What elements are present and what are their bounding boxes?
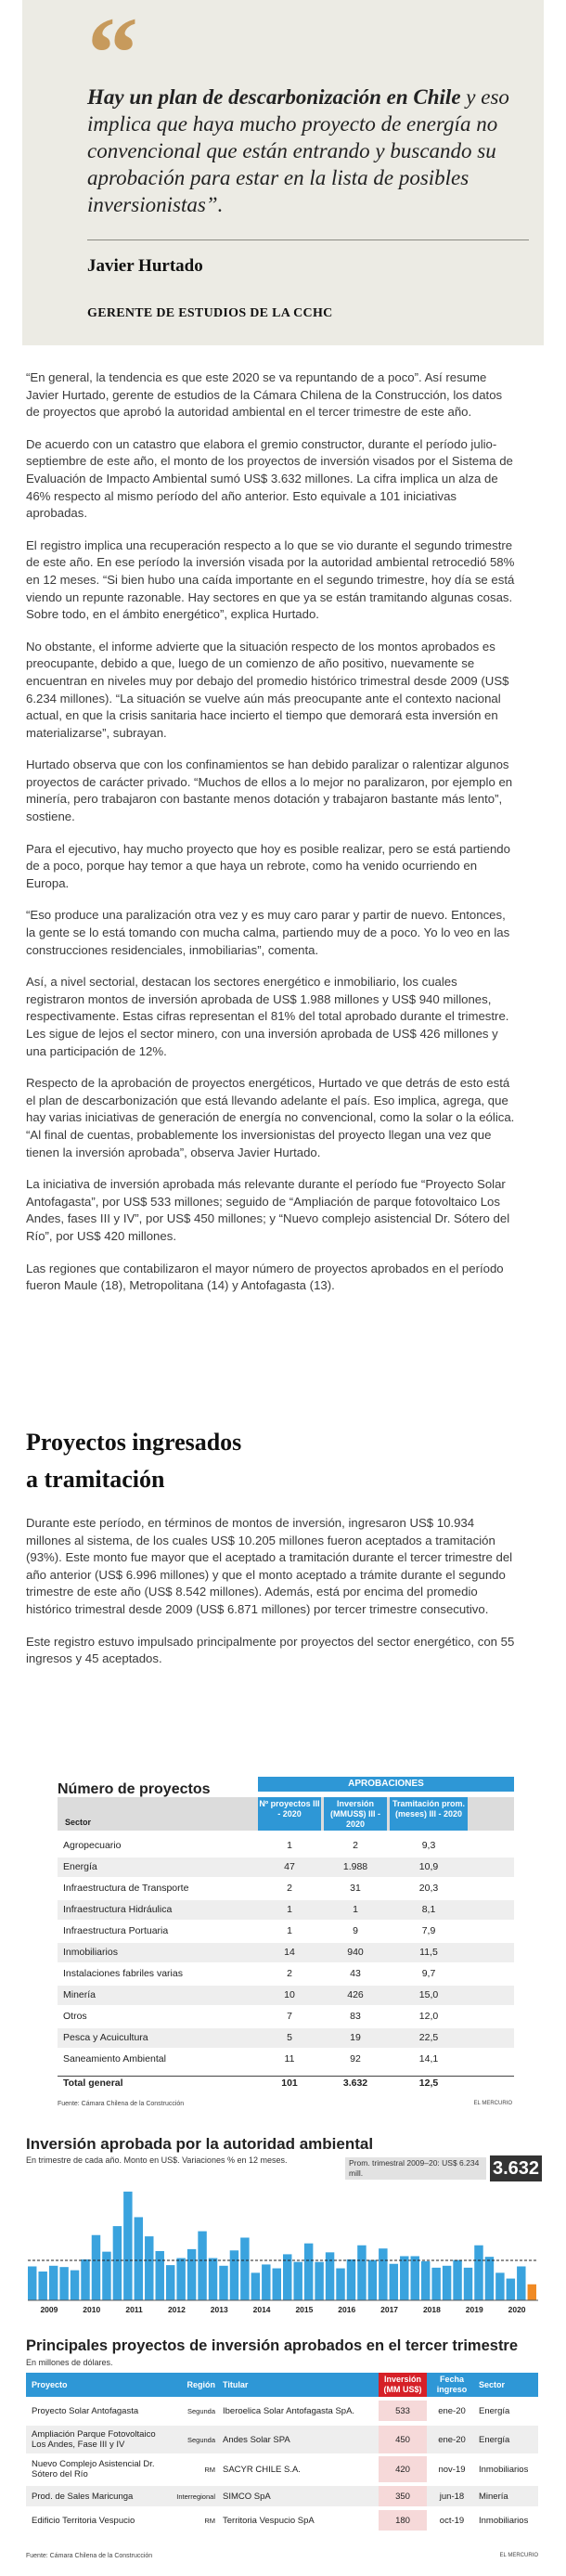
article-paragraph: Este registro estuvo impulsado principalmente por proyectos del sector energético, con 55 ingresos y 45 aceptados.: [26, 1634, 515, 1666]
year-label: 2017: [380, 2305, 399, 2314]
bar-1: [38, 2272, 46, 2300]
bar-15: [187, 2249, 196, 2300]
cell-projects: 47: [284, 1861, 295, 1872]
quote-author: Javier Hurtado: [87, 256, 203, 276]
bar-18: [219, 2266, 227, 2300]
cell-sector: Energía: [479, 2434, 510, 2445]
cell-date: ene-20: [438, 2405, 466, 2416]
year-label: 2012: [167, 2305, 186, 2314]
quote-divider: [87, 239, 529, 240]
cell-investment: 9: [353, 1925, 358, 1936]
cell-sector: Minería: [63, 1989, 96, 2000]
cell-projects: 2: [287, 1968, 292, 1979]
bar-36: [411, 2256, 419, 2300]
chart-title: Inversión aprobada por la autoridad ambiental: [26, 2135, 374, 2153]
year-label: 2010: [83, 2305, 101, 2314]
cell-date: oct-19: [439, 2515, 465, 2526]
cell-processing: 22,5: [418, 2032, 439, 2043]
cell-investment: 426: [347, 1989, 364, 2000]
cell-investment: 940: [347, 1947, 364, 1958]
header-region: Región: [187, 2379, 215, 2389]
cell-sector: Energía: [63, 1861, 97, 1872]
bar-40: [453, 2260, 461, 2300]
bar-43: [485, 2257, 494, 2300]
projects-table-header: [26, 2373, 538, 2397]
cell-projects: 14: [284, 1947, 295, 1958]
cell-investment: 350: [379, 2486, 427, 2506]
quote-mark-icon: “: [87, 0, 138, 110]
header-projects: Nº proyectos III - 2020: [258, 1797, 321, 1831]
cell-investment: 533: [379, 2401, 427, 2421]
cell-processing: 9,3: [421, 1840, 436, 1851]
year-label: 2019: [465, 2305, 483, 2314]
bar-20: [240, 2237, 249, 2300]
cell-sector: Otros: [63, 2011, 87, 2022]
bar-12: [156, 2251, 164, 2300]
project-row: [26, 2426, 538, 2453]
cell-date: ene-20: [438, 2434, 466, 2445]
header-project: Proyecto: [32, 2379, 68, 2389]
table-row: [58, 1858, 514, 1877]
cell-sector: Minería: [479, 2491, 508, 2502]
bar-4: [71, 2271, 79, 2300]
bar-28: [326, 2252, 334, 2300]
article-paragraph: El registro implica una recuperación respecto a lo que se vio durante el segundo trimestre de este año. En ese período la inversión visada por la autoridad ambiental retrocedió 58% en 12 meses. “Si bien hubo una caída importante en el segundo trimestre, hoy día se está viendo un repunte razonable. Hay sectores en que ya se están tramitando algunas cosas. Sobre todo, en el ámbito energético”, explica Hurtado.: [26, 537, 515, 622]
article-body: [26, 369, 518, 1310]
bar-6: [92, 2235, 100, 2300]
chart-subtitle: En trimestre de cada año. Monto en US$. Variaciones % en 12 meses.: [26, 2155, 288, 2165]
cell-processing: 10,9: [418, 1861, 439, 1872]
bar-38: [431, 2268, 440, 2300]
bar-5: [81, 2259, 89, 2300]
bar-2: [49, 2266, 58, 2300]
cell-sector: Infraestructura de Transporte: [63, 1883, 189, 1894]
bar-29: [336, 2269, 344, 2300]
header-sector: Sector: [65, 1818, 92, 1827]
bar-14: [176, 2259, 185, 2300]
cell-sector: Inmobiliarios: [479, 2515, 529, 2526]
bar-22: [262, 2264, 270, 2300]
bar-16: [198, 2232, 206, 2300]
cell-processing: 12,0: [418, 2011, 439, 2022]
header-sector2: Sector: [479, 2379, 506, 2389]
table-brand: EL MERCURIO: [473, 2101, 512, 2106]
bar-31: [357, 2246, 366, 2300]
table-source: Fuente: Cámara Chilena de la Construcción: [58, 2101, 185, 2107]
cell-region: Segunda: [187, 2406, 215, 2415]
cell-processing: 8,1: [421, 1904, 436, 1915]
table-row: [58, 1943, 514, 1962]
cell-projects: 7: [287, 2011, 292, 2022]
cell-processing: 14,1: [418, 2053, 439, 2065]
bar-35: [400, 2256, 408, 2300]
year-label: 2011: [125, 2305, 143, 2314]
cell-investment: 420: [379, 2456, 427, 2482]
table-total-row: [58, 2076, 514, 2091]
quote-role: GERENTE DE ESTUDIOS DE LA CCHC: [87, 306, 333, 320]
investment-chart-figure: [22, 2135, 544, 2325]
article-paragraph: Durante este período, en términos de montos de inversión, ingresaron US$ 10.934 millones al sistema, de los cuales US$ 10.205 millones fueron aceptados a tramitación (93%). Este monto fue mayor que el aceptado a tramitación durante el tercer trimestre del año anterior (US$ 6.996 millones) y que el monto aceptado a trámite durante el segundo trimestre de este año (US$ 8.542 millones). Además, está por encima del promedio histórico trimestral desde 2009 (US$ 6.871 millones) por tercer trimestre consecutivo.: [26, 1516, 513, 1616]
cell-project: Edificio Territoria Vespucio: [32, 2515, 135, 2526]
cell-holder: Iberoelica Solar Antofagasta SpA.: [223, 2405, 355, 2416]
project-row: [26, 2401, 538, 2421]
bar-44: [495, 2272, 504, 2300]
cell-investment: 83: [350, 2011, 361, 2022]
cell-investment: 31: [350, 1883, 361, 1894]
projects-source: Fuente: Cámara Chilena de la Construcción: [26, 2553, 153, 2559]
cell-investment: 19: [350, 2032, 361, 2043]
cell-projects: 2: [287, 1883, 292, 1894]
table-row: [58, 2007, 514, 2026]
cell-projects: 1: [287, 1840, 292, 1851]
quote-text: [87, 84, 533, 218]
cell-date: jun-18: [439, 2491, 465, 2502]
article-paragraph: No obstante, el informe advierte que la situación respecto de los montos aprobados es preocupante, debido a que, luego de un comienzo de año positivo, nuevamente se encuentran en niveles muy por debajo del promedio histórico trimestral desde 2009 (US$ 6.234 millones). “La situación se vuelve aún más preocupante ante el contexto nacional actual, en que la crisis sanitaria hace incierto el tiempo que demorará esta inversión en materializarse”, subrayan.: [26, 639, 509, 740]
projects-table-title: Principales proyectos de inversión aprobados en el tercer trimestre: [26, 2337, 519, 2354]
article-paragraph: “Eso produce una paralización otra vez y es muy caro parar y partir de nuevo. Entonces, la gente se lo está tomando con mucha calma, partiendo muy de a poco. Yo lo veo en las construcciones residenciales, inmobiliarias”, comenta.: [26, 908, 510, 957]
total-projects: 101: [281, 2078, 298, 2089]
cell-processing: 7,9: [421, 1925, 436, 1936]
approvals-header: APROBACIONES: [258, 1777, 514, 1792]
article-paragraph: Para el ejecutivo, hay mucho proyecto que hoy es posible realizar, pero se está partiendo de a poco, porque hay temor a que haya un rebrote, como ha venido ocurriendo en Europa.: [26, 841, 510, 890]
bar-25: [293, 2262, 302, 2300]
bar-3: [59, 2267, 68, 2300]
table-row: [58, 1900, 514, 1920]
bar-9: [123, 2192, 132, 2300]
cell-projects: 11: [284, 2053, 295, 2065]
cell-sector: Pesca y Acuicultura: [63, 2032, 148, 2043]
cell-sector: Saneamiento Ambiental: [63, 2053, 166, 2065]
article-paragraph: De acuerdo con un catastro que elabora el gremio constructor, durante el período julio-septiembre de este año, el monto de los proyectos de inversión visados por el Sistema de Evaluación de Impacto Ambiental sumó US$ 3.632 millones. La cifra implica un alza de 46% respecto al mismo período del año anterior. Esto equivale a 101 iniciativas aprobadas.: [26, 436, 513, 521]
bar-30: [347, 2259, 355, 2300]
sector-table-title: Número de proyectos: [58, 1781, 211, 1797]
project-row: [26, 2486, 538, 2506]
projects-brand: EL MERCURIO: [499, 2553, 538, 2558]
bar-23: [273, 2269, 281, 2300]
bar-21: [251, 2272, 260, 2300]
bar-46: [517, 2266, 525, 2300]
cell-project: Ampliación Parque Fotovoltaico Los Andes, Fase III y IV: [32, 2429, 156, 2450]
cell-investment: 450: [379, 2426, 427, 2453]
cell-projects: 5: [287, 2032, 292, 2043]
quote-text-rest: y eso implica que haya mucho proyecto de energía no convencional que están entrando y buscando su aprobación para estar en la lista de posibles inversionistas”.: [87, 85, 509, 216]
bar-11: [145, 2236, 153, 2300]
cell-region: Segunda: [187, 2435, 215, 2444]
bar-0: [28, 2266, 36, 2300]
cell-processing: 11,5: [419, 1947, 438, 1958]
section-heading-line2: a tramitación: [26, 1466, 165, 1493]
table-row: [58, 1986, 514, 2005]
year-label: 2016: [338, 2305, 356, 2314]
table-row: [58, 2028, 514, 2048]
article-paragraph: Hurtado observa que con los confinamientos se han debido paralizar o ralentizar algunos proyectos de carácter privado. “Muchos de ellos a lo mejor no paralizaron, por ejemplo en minería, pero trabajaron con bastante menos dotación y trabajaron bastante más lento”, sostiene.: [26, 757, 513, 824]
table-row: [58, 1964, 514, 1984]
cell-investment: 43: [350, 1968, 361, 1979]
cell-sector: Inmobiliarios: [479, 2464, 529, 2475]
year-label: 2015: [295, 2305, 314, 2314]
cell-holder: Andes Solar SPA: [223, 2434, 290, 2445]
cell-sector: Inmobiliarios: [63, 1947, 118, 1958]
project-row: [26, 2510, 538, 2531]
article-paragraph: Así, a nivel sectorial, destacan los sectores energético e inmobiliario, los cuales registraron montos de inversión aprobada de US$ 1.988 millones y US$ 940 millones, respectivamente. Estas cifras representan el 81% del total aprobado durante el trimestre. Les sigue de lejos el sector minero, con una inversión aprobada de US$ 426 millones y una participación de 12%.: [26, 975, 509, 1058]
project-row: [26, 2456, 538, 2482]
year-label: 2018: [422, 2305, 441, 2314]
header-investment-mm: Inversión (MM US$): [379, 2373, 427, 2397]
year-label: 2014: [252, 2305, 271, 2314]
bar-41: [464, 2268, 472, 2300]
header-processing: Tramitación prom. (meses) III - 2020: [390, 1797, 468, 1831]
total-investment: 3.632: [342, 2078, 368, 2089]
quote-text-bold: Hay un plan de descarbonización en Chile: [87, 85, 461, 109]
cell-projects: 1: [287, 1925, 292, 1936]
bar-8: [113, 2226, 122, 2300]
sector-table-header: [58, 1797, 514, 1831]
bar-32: [368, 2260, 377, 2300]
total-processing: 12,5: [418, 2078, 439, 2089]
cell-investment: 92: [350, 2053, 361, 2065]
bar-34: [390, 2264, 398, 2300]
year-label: 2013: [210, 2305, 228, 2314]
bar-42: [474, 2246, 482, 2300]
article-paragraph: “En general, la tendencia es que este 2020 se va repuntando de a poco”. Así resume Javier Hurtado, gerente de estudios de la Cámara Chilena de la Construcción, los datos de proyectos que aprobó la autoridad ambiental en el tercer trimestre de este año.: [26, 370, 503, 420]
cell-processing: 9,7: [421, 1968, 436, 1979]
cell-sector: Infraestructura Hidráulica: [63, 1904, 173, 1915]
projects-table-figure: [22, 2337, 544, 2570]
cell-sector: Instalaciones fabriles varias: [63, 1968, 183, 1979]
cell-processing: 15,0: [418, 1989, 439, 2000]
cell-sector: Infraestructura Portuaria: [63, 1925, 169, 1936]
bar-13: [166, 2265, 174, 2300]
cell-investment: 1.988: [342, 1861, 368, 1872]
pull-quote: [22, 0, 544, 345]
bar-7: [102, 2252, 110, 2300]
article-paragraph: Respecto de la aprobación de proyectos energéticos, Hurtado ve que detrás de esto está el plan de descarbonización que está llevando adelante el país. Eso implica, agrega, que hay varias iniciativas de generación de energía no convencional, como la solar o la eólica. “Al final de cuentas, probablemente los inversionistas del proyecto llegan una vez que tienen la inversión aprobada”, observa Javier Hurtado.: [26, 1076, 515, 1159]
average-label: Prom. trimestral 2009–20: US$ 6.234 mill.: [345, 2157, 486, 2180]
cell-region: RM: [204, 2516, 215, 2525]
bar-24: [283, 2254, 291, 2300]
cell-holder: SIMCO SpA: [223, 2491, 271, 2502]
table-row: [58, 1836, 514, 1856]
cell-region: Interregional: [176, 2492, 215, 2501]
cell-region: RM: [204, 2465, 215, 2474]
cell-sector: Energía: [479, 2405, 510, 2416]
cell-investment: 2: [353, 1840, 358, 1851]
cell-project: Proyecto Solar Antofagasta: [32, 2405, 139, 2416]
cell-projects: 1: [287, 1904, 292, 1915]
cell-investment: 1: [353, 1904, 358, 1915]
section-heading: Proyectos ingresados: [26, 1429, 242, 1456]
bar-19: [230, 2250, 238, 2300]
cell-date: nov-19: [438, 2464, 466, 2475]
cell-processing: 20,3: [418, 1883, 439, 1894]
cell-investment: 180: [379, 2510, 427, 2531]
bar-chart: [22, 2183, 544, 2323]
bar-47: [528, 2285, 536, 2300]
sector-table-figure: [54, 1771, 518, 2115]
total-label: Total general: [63, 2078, 123, 2089]
bar-10: [135, 2217, 143, 2300]
bar-26: [304, 2244, 313, 2300]
projects-table-subtitle: En millones de dólares.: [26, 2358, 113, 2367]
cell-projects: 10: [284, 1989, 295, 2000]
cell-holder: Territoria Vespucio SpA: [223, 2515, 315, 2526]
cell-project: Nuevo Complejo Asistencial Dr. Sótero del Río: [32, 2459, 155, 2479]
table-row: [58, 1879, 514, 1898]
bar-17: [209, 2259, 217, 2300]
header-date: Fecha ingreso: [436, 2375, 468, 2394]
cell-holder: SACYR CHILE S.A.: [223, 2464, 301, 2475]
cell-project: Prod. de Sales Maricunga: [32, 2491, 134, 2502]
article-body-2: [26, 1515, 518, 1683]
bar-45: [507, 2279, 515, 2300]
table-row: [58, 2050, 514, 2069]
bar-33: [379, 2248, 387, 2300]
cell-sector: Agropecuario: [63, 1840, 122, 1851]
header-investment: Inversión (MMUS$) III - 2020: [324, 1797, 387, 1831]
year-label: 2009: [40, 2305, 58, 2314]
article-paragraph: La iniciativa de inversión aprobada más relevante durante el período fue “Proyecto Solar Antofagasta”, por US$ 533 millones; seguido de “Ampliación de parque fotovoltaico Los Andes, fases III y IV”, por US$ 450 millones; y “Nuevo complejo asistencial Dr. Sótero del Río”, por US$ 420 millones.: [26, 1177, 510, 1243]
year-label: 2020: [508, 2305, 526, 2314]
header-holder: Titular: [223, 2379, 249, 2389]
article-paragraph: Las regiones que contabilizaron el mayor número de proyectos aprobados en el período fueron Maule (18), Metropolitana (14) y Antofagasta (13).: [26, 1261, 504, 1293]
table-row: [58, 1922, 514, 1941]
bar-37: [421, 2261, 430, 2300]
bar-27: [315, 2262, 323, 2300]
bar-39: [443, 2266, 451, 2300]
last-value-badge: 3.632: [490, 2155, 542, 2181]
